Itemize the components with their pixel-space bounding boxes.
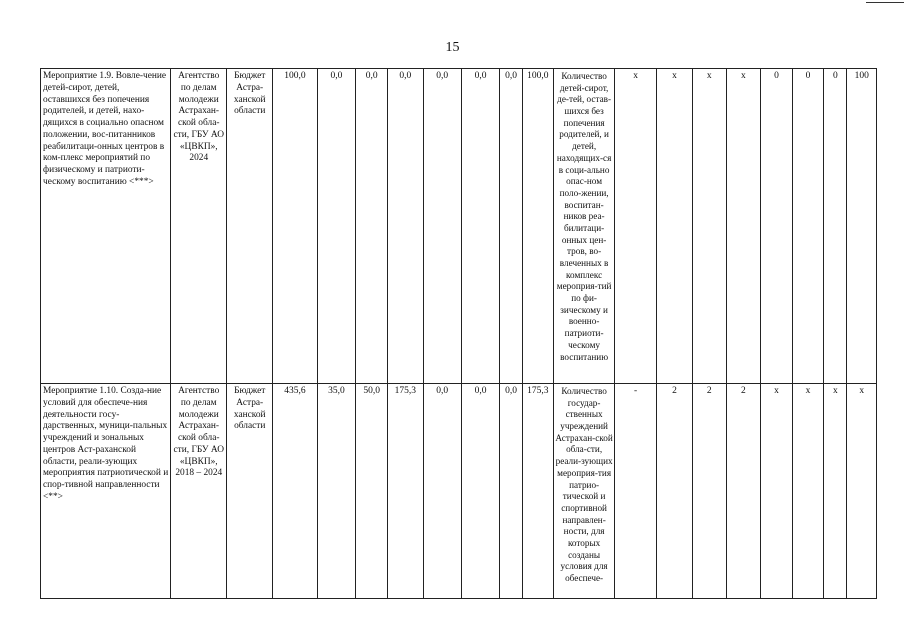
program-activities-table bbox=[40, 68, 877, 599]
amount-cell: 35,0 bbox=[317, 384, 356, 599]
target-cell: 2 bbox=[657, 384, 693, 599]
page-number: 15 bbox=[445, 40, 460, 55]
amount-cell: 0,0 bbox=[317, 69, 356, 384]
amount-cell: 0,0 bbox=[500, 69, 522, 384]
amount-cell: 100,0 bbox=[522, 69, 554, 384]
amount-cell: 50,0 bbox=[356, 384, 388, 599]
executor-cell: Агентство по делам молодежи Астрахан-ской обла-сти, ГБУ АО «ЦВКП», 2018 – 2024 bbox=[171, 384, 227, 599]
amount-cell: 100,0 bbox=[273, 69, 317, 384]
target-cell: 2 bbox=[692, 384, 726, 599]
amount-cell: 435,6 bbox=[273, 384, 317, 599]
amount-cell: 0,0 bbox=[356, 69, 388, 384]
amount-cell: 0,0 bbox=[423, 384, 461, 599]
amount-cell: 0,0 bbox=[461, 384, 500, 599]
target-cell: x bbox=[824, 384, 847, 599]
target-cell: 0 bbox=[761, 69, 793, 384]
funding-source-cell: Бюджет Астра-ханской области bbox=[227, 384, 273, 599]
target-cell: 0 bbox=[792, 69, 824, 384]
corner-rule bbox=[866, 2, 904, 3]
target-cell: x bbox=[761, 384, 793, 599]
indicator-cell: Количество детей-сирот, де-тей, остав-шихся без попечения родителей, и детей, находящих-ся в соци-ально опас-ном поло-жении, воспитан-ников реа-билитаци-онных цен-тров, во-влеченных в комплекс мероприя-тий по фи-зическому и военно-патриоти-ческому воспитанию bbox=[554, 69, 615, 384]
amount-cell: 0,0 bbox=[461, 69, 500, 384]
target-cell: 100 bbox=[847, 69, 877, 384]
target-cell: x bbox=[615, 69, 657, 384]
funding-source-cell: Бюджет Астра-ханской области bbox=[227, 69, 273, 384]
executor-cell: Агентство по делам молодежи Астрахан-ской обла-сти, ГБУ АО «ЦВКП», 2024 bbox=[171, 69, 227, 384]
target-cell: x bbox=[692, 69, 726, 384]
amount-cell: 0,0 bbox=[423, 69, 461, 384]
target-cell: x bbox=[726, 69, 761, 384]
table-row bbox=[41, 384, 877, 599]
indicator-cell: Количество государ-ственных учреждений Астрахан-ской обла-сти, реали-зующих мероприя-тия патрио-тической и спортивной направлен-ности, для которых созданы условия для обеспече- bbox=[554, 384, 615, 599]
activity-cell: Мероприятие 1.10. Созда-ние условий для обеспече-ния деятельности госу-дарственных, муници-пальных учреждений и зональных центров Аст-раханской области, реали-зующих мероприятия патриотической и спор-тивной направленности <**> bbox=[41, 384, 171, 599]
target-cell: - bbox=[615, 384, 657, 599]
target-cell: 0 bbox=[824, 69, 847, 384]
amount-cell: 175,3 bbox=[522, 384, 554, 599]
target-cell: x bbox=[792, 384, 824, 599]
target-cell: x bbox=[847, 384, 877, 599]
target-cell: 2 bbox=[726, 384, 761, 599]
amount-cell: 175,3 bbox=[387, 384, 423, 599]
target-cell: x bbox=[657, 69, 693, 384]
activity-cell: Мероприятие 1.9. Вовле-чение детей-сирот, детей, оставшихся без попечения родителей, и детей, нахо-дящихся в социально опасном положении, вос-питанников реабилитаци-онных центров в ком-плекс мероприятий по физическому и патриоти-ческому воспитанию <***> bbox=[41, 69, 171, 384]
amount-cell: 0,0 bbox=[387, 69, 423, 384]
amount-cell: 0,0 bbox=[500, 384, 522, 599]
table-row bbox=[41, 69, 877, 384]
